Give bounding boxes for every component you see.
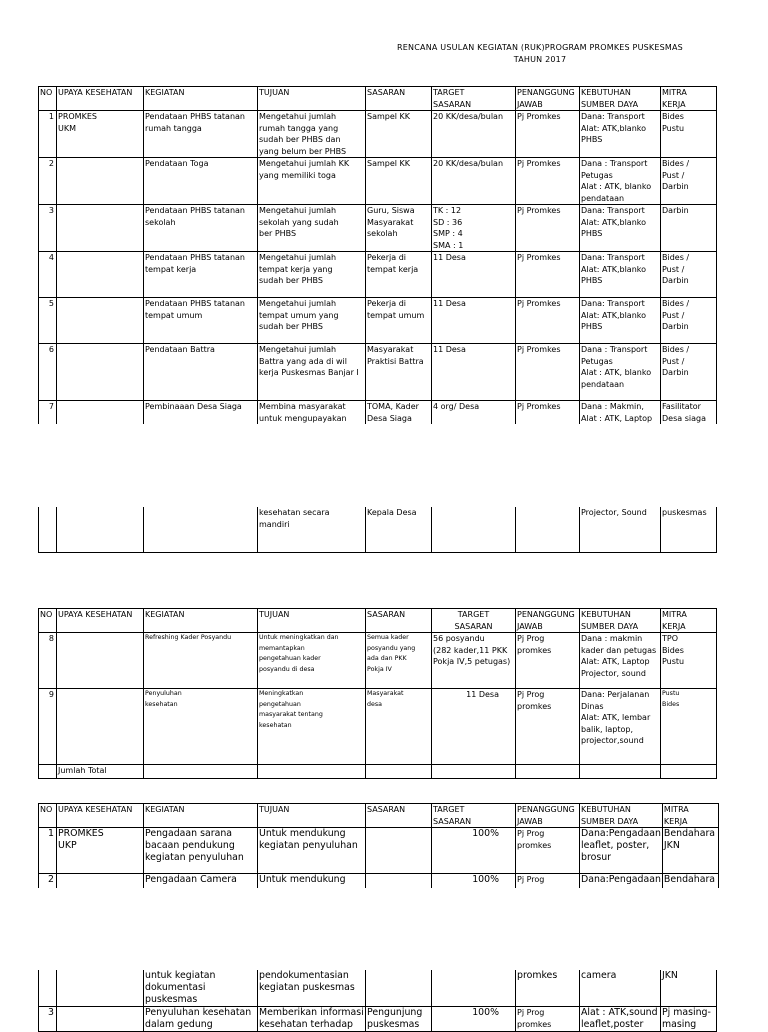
penanggung-cell: Pj Promkes [516, 344, 580, 401]
kebutuhan-cell: Dana: Transport Alat: ATK,blanko PHBS [580, 111, 661, 158]
tujuan-cell: kesehatan secara mandiri [258, 507, 366, 552]
header-target: TARGET SASARAN [432, 609, 516, 633]
empty-cell [366, 765, 432, 779]
sasaran-cell: Pekerja di tempat umum [366, 298, 432, 344]
upaya-cell [57, 507, 144, 552]
header-row [39, 609, 717, 633]
table-row [39, 1007, 717, 1032]
upaya-cell: PROMKES UKP [57, 828, 144, 874]
table-row [39, 158, 717, 205]
row-number: 1 [39, 828, 57, 874]
kebutuhan-cell: Dana : makmin kader dan petugas Alat: ATK, Laptop Projector, sound [580, 633, 661, 689]
penanggung-cell: Pj Promkes [516, 205, 580, 252]
penanggung-cell: Pj Promkes [516, 111, 580, 158]
kebutuhan-cell: Dana:Pengadaan [580, 874, 663, 888]
upaya-cell [57, 401, 144, 425]
tujuan-cell: pendokumentasian kegiatan puskesmas [258, 970, 366, 1007]
kegiatan-cell: Refreshing Kader Posyandu [144, 633, 258, 689]
row-number: 5 [39, 298, 57, 344]
sasaran-cell: Masyarakat Praktisi Battra [366, 344, 432, 401]
row-number: 7 [39, 401, 57, 425]
header-row [39, 804, 719, 828]
kebutuhan-cell: Alat : ATK,sound leaflet,poster [580, 1007, 661, 1032]
penanggung-cell: promkes [516, 970, 580, 1007]
mitra-cell: Bides / Pust / Darbin [661, 344, 717, 401]
mitra-cell: Fasilitator Desa siaga [661, 401, 717, 425]
document-year: TAHUN 2017 [513, 55, 567, 64]
total-label: Jumlah Total [57, 765, 144, 779]
sasaran-cell: Masyarakat desa [366, 689, 432, 765]
target-cell: 11 Desa [432, 344, 516, 401]
header-mitra: MITRA KERJA [661, 609, 717, 633]
header-target: TARGET SASARAN [432, 804, 516, 828]
sasaran-cell: TOMA, Kader Desa Siaga [366, 401, 432, 425]
kebutuhan-cell: Dana: Transport Alat: ATK,blanko PHBS [580, 298, 661, 344]
penanggung-cell: Pj Prog promkes [516, 828, 580, 874]
penanggung-cell: Pj Prog [516, 874, 580, 888]
target-cell: 20 KK/desa/bulan [432, 111, 516, 158]
sasaran-cell: Kepala Desa [366, 507, 432, 552]
sasaran-cell [366, 874, 432, 888]
row-number: 1 [39, 111, 57, 158]
row-number [39, 507, 57, 552]
mitra-cell: Darbin [661, 205, 717, 252]
mitra-cell: Bides / Pust / Darbin [661, 252, 717, 298]
penanggung-cell: Pj Prog promkes [516, 633, 580, 689]
penanggung-cell: Pj Promkes [516, 158, 580, 205]
tujuan-cell: Membina masyarakat untuk mengupayakan [258, 401, 366, 425]
row-number: 6 [39, 344, 57, 401]
ruk-table-ukm-continued [38, 507, 717, 553]
upaya-cell [57, 874, 144, 888]
kegiatan-cell: Pembinaaan Desa Siaga [144, 401, 258, 425]
tujuan-cell: Mengetahui jumlah Battra yang ada di wil kerja Puskesmas Banjar I [258, 344, 366, 401]
ruk-table-ukm-part2 [38, 608, 717, 779]
mitra-cell: Bendahara JKN [662, 828, 718, 874]
header-row [39, 87, 717, 111]
kegiatan-cell: Pengadaan Camera [144, 874, 258, 888]
header-tujuan: TUJUAN [258, 804, 366, 828]
header-penanggung: PENANGGUNG JAWAB [516, 804, 580, 828]
header-upaya: UPAYA KESEHATAN [57, 804, 144, 828]
header-tujuan: TUJUAN [258, 87, 366, 111]
empty-cell [144, 765, 258, 779]
header-no: NO [39, 87, 57, 111]
row-number: 2 [39, 874, 57, 888]
header-mitra: MITRA KERJA [661, 87, 717, 111]
tujuan-cell: Untuk mendukung kegiatan penyuluhan [258, 828, 366, 874]
target-cell: 11 Desa [432, 689, 516, 765]
penanggung-cell [516, 507, 580, 552]
table-row [39, 507, 717, 552]
target-cell [432, 507, 516, 552]
kebutuhan-cell: camera [580, 970, 661, 1007]
header-kegiatan: KEGIATAN [144, 609, 258, 633]
header-tujuan: TUJUAN [258, 609, 366, 633]
row-number: 8 [39, 633, 57, 689]
tujuan-cell: Meningkatkan pengetahuan masyarakat tentang kesehatan [258, 689, 366, 765]
target-cell [432, 970, 516, 1007]
table-row [39, 970, 717, 1007]
target-cell: 100% [432, 828, 516, 874]
header-sasaran: SASARAN [366, 609, 432, 633]
upaya-cell [57, 205, 144, 252]
kebutuhan-cell: Dana : Transport Petugas Alat : ATK, blanko pendataan [580, 158, 661, 205]
target-cell: 11 Desa [432, 298, 516, 344]
kebutuhan-cell: Dana : Makmin, Alat : ATK, Laptop [580, 401, 661, 425]
ruk-table-ukm [38, 86, 717, 424]
tujuan-cell: Untuk mendukung [258, 874, 366, 888]
tujuan-cell: Mengetahui jumlah sekolah yang sudah ber PHBS [258, 205, 366, 252]
tujuan-cell: Untuk meningkatkan dan memantapkan pengetahuan kader posyandu di desa [258, 633, 366, 689]
header-kegiatan: KEGIATAN [144, 87, 258, 111]
sasaran-cell: Sampel KK [366, 111, 432, 158]
kebutuhan-cell: Dana: Perjalanan Dinas Alat: ATK, lembar balik, laptop, projector,sound [580, 689, 661, 765]
header-target: TARGET SASARAN [432, 87, 516, 111]
kegiatan-cell: Penyuluhan kesehatan [144, 689, 258, 765]
target-cell: 11 Desa [432, 252, 516, 298]
table-row [39, 298, 717, 344]
table-row [39, 111, 717, 158]
row-number: 2 [39, 158, 57, 205]
row-number: 3 [39, 205, 57, 252]
mitra-cell: Pustu Bides [661, 689, 717, 765]
header-no: NO [39, 609, 57, 633]
table-row [39, 205, 717, 252]
row-number [39, 970, 57, 1007]
row-number [39, 765, 57, 779]
table-row [39, 828, 719, 874]
table-row [39, 689, 717, 765]
sasaran-cell [366, 828, 432, 874]
target-cell: 100% [432, 874, 516, 888]
mitra-cell: TPO Bides Pustu [661, 633, 717, 689]
header-kebutuhan: KEBUTUHAN SUMBER DAYA [580, 804, 663, 828]
kegiatan-cell: Pendataan PHBS tatanan rumah tangga [144, 111, 258, 158]
sasaran-cell [366, 970, 432, 1007]
empty-cell [661, 765, 717, 779]
empty-cell [516, 765, 580, 779]
mitra-cell: Bides / Pust / Darbin [661, 158, 717, 205]
row-number: 3 [39, 1007, 57, 1032]
mitra-cell: puskesmas [661, 507, 717, 552]
empty-cell [432, 765, 516, 779]
header-kebutuhan: KEBUTUHAN SUMBER DAYA [580, 609, 661, 633]
header-penanggung: PENANGGUNG JAWAB [516, 87, 580, 111]
header-upaya: UPAYA KESEHATAN [57, 87, 144, 111]
target-cell: TK : 12 SD : 36 SMP : 4 SMA : 1 [432, 205, 516, 252]
table-row [39, 344, 717, 401]
sasaran-cell: Guru, Siswa Masyarakat sekolah [366, 205, 432, 252]
total-row [39, 765, 717, 779]
sasaran-cell: Pengunjung puskesmas [366, 1007, 432, 1032]
header-sasaran: SASARAN [366, 87, 432, 111]
mitra-cell: JKN [661, 970, 717, 1007]
empty-cell [580, 765, 661, 779]
kebutuhan-cell: Dana:Pengadaan leaflet, poster, brosur [580, 828, 663, 874]
mitra-cell: Bides Pustu [661, 111, 717, 158]
kegiatan-cell: Pendataan PHBS tatanan tempat umum [144, 298, 258, 344]
target-cell: 100% [432, 1007, 516, 1032]
header-kebutuhan: KEBUTUHAN SUMBER DAYA [580, 87, 661, 111]
kebutuhan-cell: Dana: Transport Alat: ATK,blanko PHBS [580, 252, 661, 298]
ruk-table-ukp-continued [38, 970, 717, 1032]
kebutuhan-cell: Projector, Sound [580, 507, 661, 552]
upaya-cell [57, 633, 144, 689]
header-upaya: UPAYA KESEHATAN [57, 609, 144, 633]
table-row [39, 401, 717, 425]
table-row [39, 633, 717, 689]
kegiatan-cell: Pendataan PHBS tatanan tempat kerja [144, 252, 258, 298]
sasaran-cell: Pekerja di tempat kerja [366, 252, 432, 298]
upaya-cell [57, 158, 144, 205]
kegiatan-cell: Pendataan Battra [144, 344, 258, 401]
upaya-cell [57, 1007, 144, 1032]
upaya-cell [57, 252, 144, 298]
tujuan-cell: Mengetahui jumlah tempat umum yang sudah ber PHBS [258, 298, 366, 344]
header-no: NO [39, 804, 57, 828]
tujuan-cell: Mengetahui jumlah rumah tangga yang sudah ber PHBS dan yang belum ber PHBS [258, 111, 366, 158]
tujuan-cell: Mengetahui jumlah KK yang memiliki toga [258, 158, 366, 205]
header-sasaran: SASARAN [366, 804, 432, 828]
table-row [39, 874, 719, 888]
document-title: RENCANA USULAN KEGIATAN (RUK)PROGRAM PROMKES PUSKESMAS [397, 43, 683, 52]
upaya-cell [57, 344, 144, 401]
row-number: 9 [39, 689, 57, 765]
target-cell: 56 posyandu (282 kader,11 PKK Pokja IV,5 petugas) [432, 633, 516, 689]
kebutuhan-cell: Dana: Transport Alat: ATK,blanko PHBS [580, 205, 661, 252]
tujuan-cell: Mengetahui jumlah tempat kerja yang sudah ber PHBS [258, 252, 366, 298]
sasaran-cell: Semua kader posyandu yang ada dan PKK Pokja IV [366, 633, 432, 689]
kegiatan-cell: Pendataan PHBS tatanan sekolah [144, 205, 258, 252]
mitra-cell: Bides / Pust / Darbin [661, 298, 717, 344]
kegiatan-cell: untuk kegiatan dokumentasi puskesmas [144, 970, 258, 1007]
target-cell: 4 org/ Desa [432, 401, 516, 425]
penanggung-cell: Pj Promkes [516, 401, 580, 425]
header-mitra: MITRA KERJA [662, 804, 718, 828]
upaya-cell [57, 689, 144, 765]
mitra-cell: Bendahara [662, 874, 718, 888]
mitra-cell: Pj masing- masing [661, 1007, 717, 1032]
empty-cell [258, 765, 366, 779]
kegiatan-cell: Pendataan Toga [144, 158, 258, 205]
upaya-cell [57, 970, 144, 1007]
penanggung-cell: Pj Promkes [516, 252, 580, 298]
ruk-table-ukp [38, 803, 719, 888]
upaya-cell: PROMKES UKM [57, 111, 144, 158]
tujuan-cell: Memberikan informasi kesehatan terhadap [259, 1007, 364, 1030]
penanggung-cell: Pj Prog promkes [516, 1007, 580, 1032]
header-penanggung: PENANGGUNG JAWAB [516, 609, 580, 633]
kegiatan-cell: Penyuluhan kesehatan dalam gedung [144, 1007, 258, 1032]
penanggung-cell: Pj Prog promkes [516, 689, 580, 765]
header-kegiatan: KEGIATAN [144, 804, 258, 828]
row-number: 4 [39, 252, 57, 298]
kegiatan-cell [144, 507, 258, 552]
sasaran-cell: Sampel KK [366, 158, 432, 205]
table-row [39, 252, 717, 298]
target-cell: 20 KK/desa/bulan [432, 158, 516, 205]
kebutuhan-cell: Dana : Transport Petugas Alat : ATK, blanko pendataan [580, 344, 661, 401]
upaya-cell [57, 298, 144, 344]
kegiatan-cell: Pengadaan sarana bacaan pendukung kegiatan penyuluhan [144, 828, 258, 874]
penanggung-cell: Pj Promkes [516, 298, 580, 344]
